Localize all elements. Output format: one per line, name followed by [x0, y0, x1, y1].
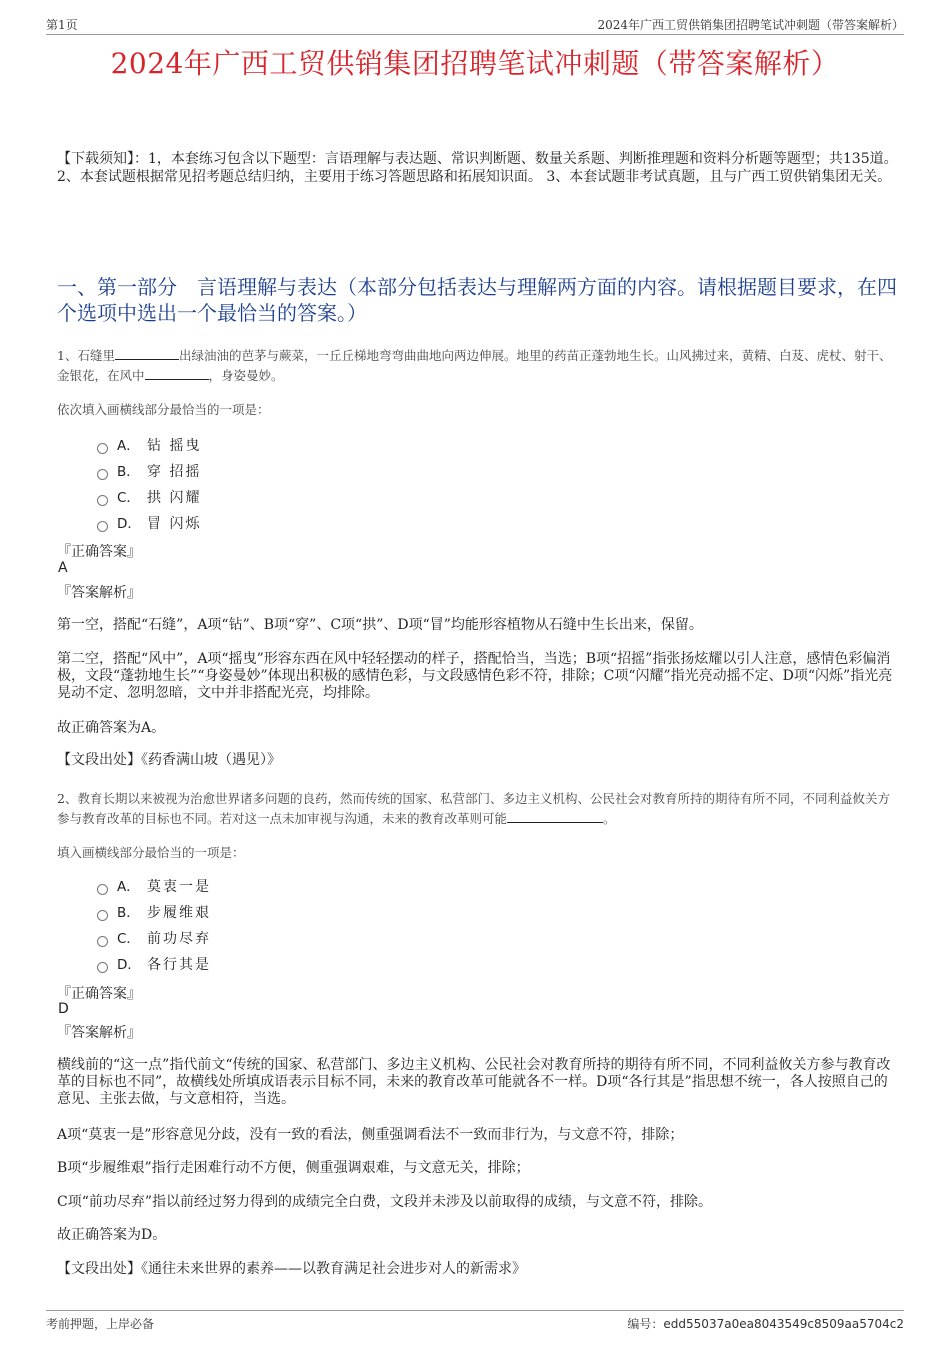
page-footer [46, 1310, 904, 1333]
fill-blank [115, 347, 179, 360]
source-citation: 【文段出处】《药香满山坡（遇见）》 [57, 752, 281, 768]
option-b[interactable]: B． 步履维艰 [97, 900, 211, 926]
header-doc-title: 2024年广西工贸供销集团招聘笔试冲刺题（带答案解析） [597, 18, 904, 32]
question-1-text: 1、石缝里 出绿油油的芭茅与蕨菜，一丘丘梯地弯弯曲曲地向两边伸展。地里的药苗正蓬勃地生长。山风拂过来，黄精、白芨、虎杖、射干、金银花，在风中 ，身姿曼妙。 [57, 348, 892, 383]
page-title: 2024年广西工贸供销集团招聘笔试冲刺题（带答案解析） [110, 47, 840, 80]
option-d[interactable]: D． 各行其是 [97, 952, 211, 978]
radio-icon[interactable] [97, 936, 108, 947]
radio-icon[interactable] [97, 469, 108, 480]
correct-answer: D [58, 1001, 69, 1017]
analysis-paragraph: 第一空，搭配“石缝”，A项“钻”、B项“穿”、C项“拱”、D项“冒”均能形容植物从石缝中生长出来，保留。 [57, 617, 703, 633]
question-1-prompt: 依次填入画横线部分最恰当的一项是： [57, 402, 270, 417]
page-header [46, 14, 904, 35]
analysis-label: 『答案解析』 [57, 1025, 141, 1041]
section-title: 一、第一部分 言语理解与表达（本部分包括表达与理解两方面的内容。请根据题目要求，在四个选项中选出一个最恰当的答案。） [57, 275, 897, 325]
radio-icon[interactable] [97, 495, 108, 506]
radio-icon[interactable] [97, 521, 108, 532]
footer-slogan: 考前押题，上岸必备 [46, 1317, 155, 1331]
fill-blank [145, 367, 209, 380]
radio-icon[interactable] [97, 962, 108, 973]
correct-answer-label: 『正确答案』 [57, 986, 141, 1002]
analysis-paragraph: B项“步履维艰”指行走困难行动不方便，侧重强调艰难，与文意无关，排除； [57, 1160, 530, 1176]
correct-answer-label: 『正确答案』 [57, 544, 141, 560]
fill-blank [507, 810, 603, 823]
option-d[interactable]: D． 冒 闪烁 [97, 511, 201, 537]
option-c[interactable]: C． 拱 闪耀 [97, 485, 201, 511]
analysis-paragraph: 横线前的“这一点”指代前文“传统的国家、私营部门、多边主义机构、公民社会对教育所持的期待有所不同，不同利益攸关方参与教育改革的目标也不同”，故横线处所填成语表示目标不同，未来的教育改革可能就各不一样。D项“各行其是”指思想不统一，各人按照自己的意见、主张去做，与文意相符，当选。 [57, 1057, 891, 1107]
option-c[interactable]: C． 前功尽弃 [97, 926, 211, 952]
radio-icon[interactable] [97, 443, 108, 454]
radio-icon[interactable] [97, 884, 108, 895]
analysis-conclusion: 故正确答案为D。 [57, 1227, 167, 1243]
download-notice: 【下载须知】：1，本套练习包含以下题型：言语理解与表达题、常识判断题、数量关系题、判断推理题和资料分析题等题型；共135道。 2、本套试题根据常见招考题总结归纳，主要用于练习答题思路和拓展知识面。 3、本套试题非考试真题，且与广西工贸供销集团无关。 [57, 151, 898, 185]
question-2-options [97, 874, 211, 978]
page-number: 第1页 [46, 18, 78, 32]
analysis-conclusion: 故正确答案为A。 [57, 720, 166, 736]
option-b[interactable]: B． 穿 招摇 [97, 459, 201, 485]
option-a[interactable]: A． 钻 摇曳 [97, 433, 201, 459]
correct-answer: A [58, 560, 68, 576]
source-citation: 【文段出处】《通往未来世界的素养——以教育满足社会进步对人的新需求》 [57, 1261, 526, 1277]
question-1-options [97, 433, 201, 537]
analysis-paragraph: A项“莫衷一是”形容意见分歧，没有一致的看法，侧重强调看法不一致而非行为，与文意不符，排除； [57, 1127, 684, 1143]
analysis-label: 『答案解析』 [57, 585, 141, 601]
question-2-prompt: 填入画横线部分最恰当的一项是： [57, 845, 245, 860]
radio-icon[interactable] [97, 910, 108, 921]
analysis-paragraph: C项“前功尽弃”指以前经过努力得到的成绩完全白费，文段并未涉及以前取得的成绩，与文意不符，排除。 [57, 1194, 713, 1210]
analysis-paragraph: 第二空，搭配“风中”，A项“摇曳”形容东西在风中轻轻摆动的样子，搭配恰当，当选；B项“招摇”指张扬炫耀以引人注意，感情色彩偏消极，文段“蓬勃地生长”“身姿曼妙”体现出积极的感情色彩，与文段感情色彩不符，排除；C项“闪耀”指光亮动摇不定、D项“闪烁”指光亮晃动不定、忽明忽暗，文中并非搭配光亮，均排除。 [57, 651, 893, 701]
question-2-text: 2、教育长期以来被视为治愈世界诸多问题的良药，然而传统的国家、私营部门、多边主义机构、公民社会对教育所持的期待有所不同，不同利益攸关方参与教育改革的目标也不同。若对这一点未加审视与沟通，未来的教育改革则可能 。 [57, 791, 890, 826]
footer-code: 编号：edd55037a0ea8043549c8509aa5704c2 [627, 1317, 904, 1331]
option-a[interactable]: A． 莫衷一是 [97, 874, 211, 900]
